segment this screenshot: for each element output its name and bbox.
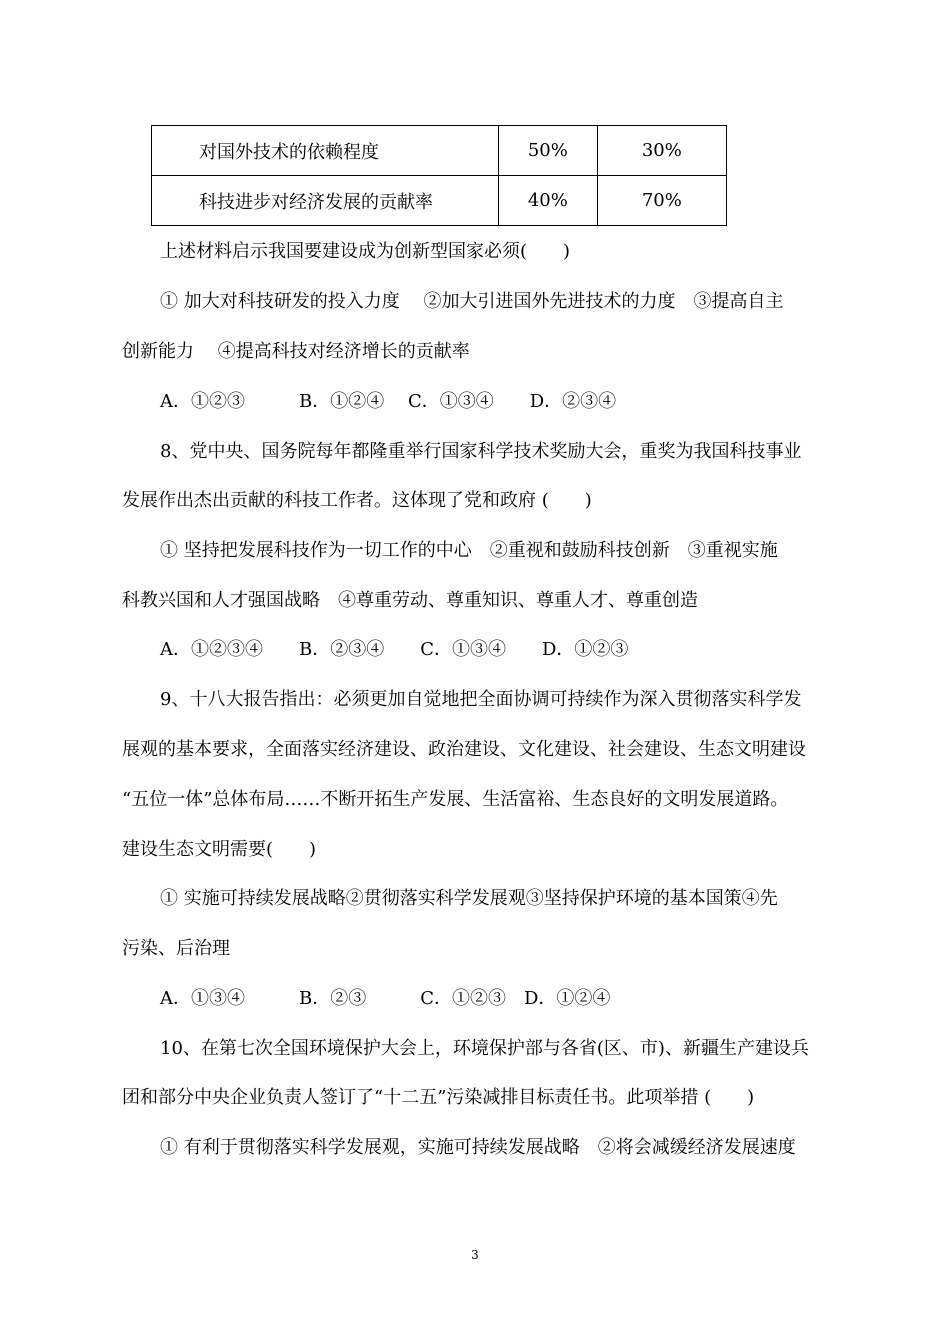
table-cell-label: 对国外技术的依赖程度 — [152, 126, 499, 176]
q9-answers: A．①③④ B．②③ C．①②③ D．①②④ — [160, 988, 611, 1009]
page-number: 3 — [471, 1248, 479, 1262]
q9-line3: “五位一体”总体布局……不断开拓生产发展、生活富裕、生态良好的文明发展道路。 — [122, 789, 789, 810]
q8-line2: 发展作出杰出贡献的科技工作者。这体现了党和政府 ( ) — [122, 490, 592, 511]
q9-line2: 展观的基本要求，全面落实经济建设、政治建设、文化建设、社会建设、生态文明建设 — [122, 739, 806, 760]
q8-line1: 8、党中央、国务院每年都隆重举行国家科学技术奖励大会，重奖为我国科技事业 — [160, 441, 802, 462]
q7-options-line1: ① 加大对科技研发的投入力度 ②加大引进国外先进技术的力度 ③提高自主 — [160, 291, 784, 312]
q10-line2: 团和部分中央企业负责人签订了“十二五”污染减排目标责任书。此项举措 ( ) — [122, 1087, 755, 1108]
q9-options-line2: 污染、后治理 — [122, 938, 230, 959]
q9-line1: 9、十八大报告指出：必须更加自觉地把全面协调可持续作为深入贯彻落实科学发 — [160, 689, 802, 710]
table-cell-value: 30% — [597, 126, 726, 176]
table-row — [152, 126, 727, 176]
table-cell-label: 科技进步对经济发展的贡献率 — [152, 176, 499, 226]
q10-line1: 10、在第七次全国环境保护大会上，环境保护部与各省(区、市)、新疆生产建设兵 — [160, 1038, 809, 1059]
q8-options-line2: 科教兴国和人才强国战略 ④尊重劳动、尊重知识、尊重人才、尊重创造 — [122, 590, 698, 611]
q7-answers: A．①②③ B．①②④ C．①③④ D．②③④ — [160, 391, 617, 412]
q8-answers: A．①②③④ B．②③④ C．①③④ D．①②③ — [160, 639, 629, 660]
table-row — [152, 176, 727, 226]
q7-options-line2: 创新能力 ④提高科技对经济增长的贡献率 — [122, 341, 470, 362]
q10-options-line1: ① 有利于贯彻落实科学发展观，实施可持续发展战略 ②将会减缓经济发展速度 — [160, 1137, 796, 1158]
q9-options-line1: ① 实施可持续发展战略②贯彻落实科学发展观③坚持保护环境的基本国策④先 — [160, 888, 778, 909]
q9-line4: 建设生态文明需要( ) — [122, 839, 317, 860]
table-cell-value: 70% — [597, 176, 726, 226]
q8-options-line1: ① 坚持把发展科技作为一切工作的中心 ②重视和鼓励科技创新 ③重视实施 — [160, 540, 778, 561]
table-cell-value: 50% — [499, 126, 598, 176]
comparison-table — [151, 125, 727, 226]
q7-stem: 上述材料启示我国要建设成为创新型国家必须( ) — [160, 241, 571, 262]
table-cell-value: 40% — [499, 176, 598, 226]
